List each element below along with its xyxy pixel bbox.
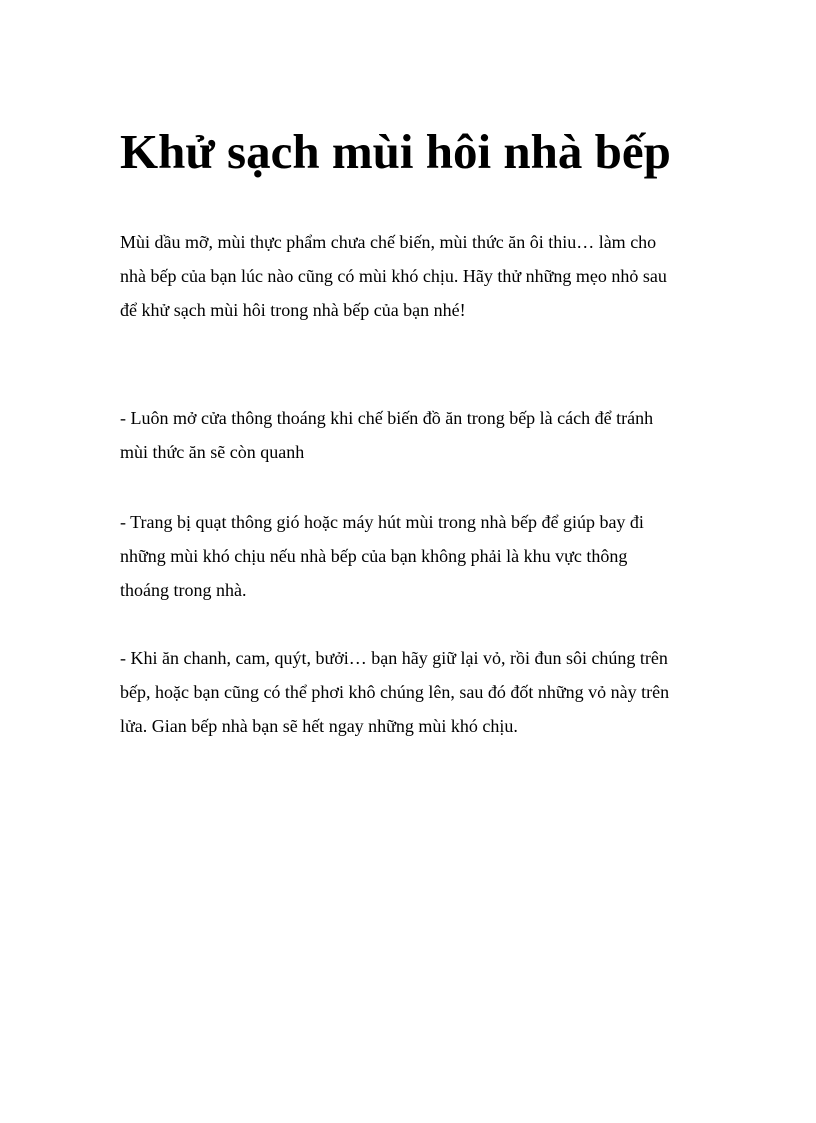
text-line: mùi thức ăn sẽ còn quanh: [120, 442, 305, 462]
text-line: nhà bếp của bạn lúc nào cũng có mùi khó chịu. Hãy thử những mẹo nhỏ sau: [120, 266, 667, 286]
text-line: - Khi ăn chanh, cam, quýt, bưởi… bạn hãy giữ lại vỏ, rồi đun sôi chúng trên: [120, 648, 668, 668]
text-line: những mùi khó chịu nếu nhà bếp của bạn không phải là khu vực thông: [120, 546, 628, 566]
text-line: - Trang bị quạt thông gió hoặc máy hút mùi trong nhà bếp để giúp bay đi: [120, 512, 644, 532]
text-line: bếp, hoặc bạn cũng có thể phơi khô chúng lên, sau đó đốt những vỏ này trên: [120, 682, 670, 702]
text-line: Mùi dầu mỡ, mùi thực phẩm chưa chế biến, mùi thức ăn ôi thiu… làm cho: [120, 232, 657, 252]
text-line: lửa. Gian bếp nhà bạn sẽ hết ngay những mùi khó chịu.: [120, 716, 518, 736]
text-line: - Luôn mở cửa thông thoáng khi chế biến đồ ăn trong bếp là cách để tránh: [120, 408, 654, 428]
text-line: để khử sạch mùi hôi trong nhà bếp của bạn nhé!: [120, 300, 466, 320]
page-title: Khử sạch mùi hôi nhà bếp: [120, 124, 671, 179]
text-line: thoáng trong nhà.: [120, 580, 247, 600]
